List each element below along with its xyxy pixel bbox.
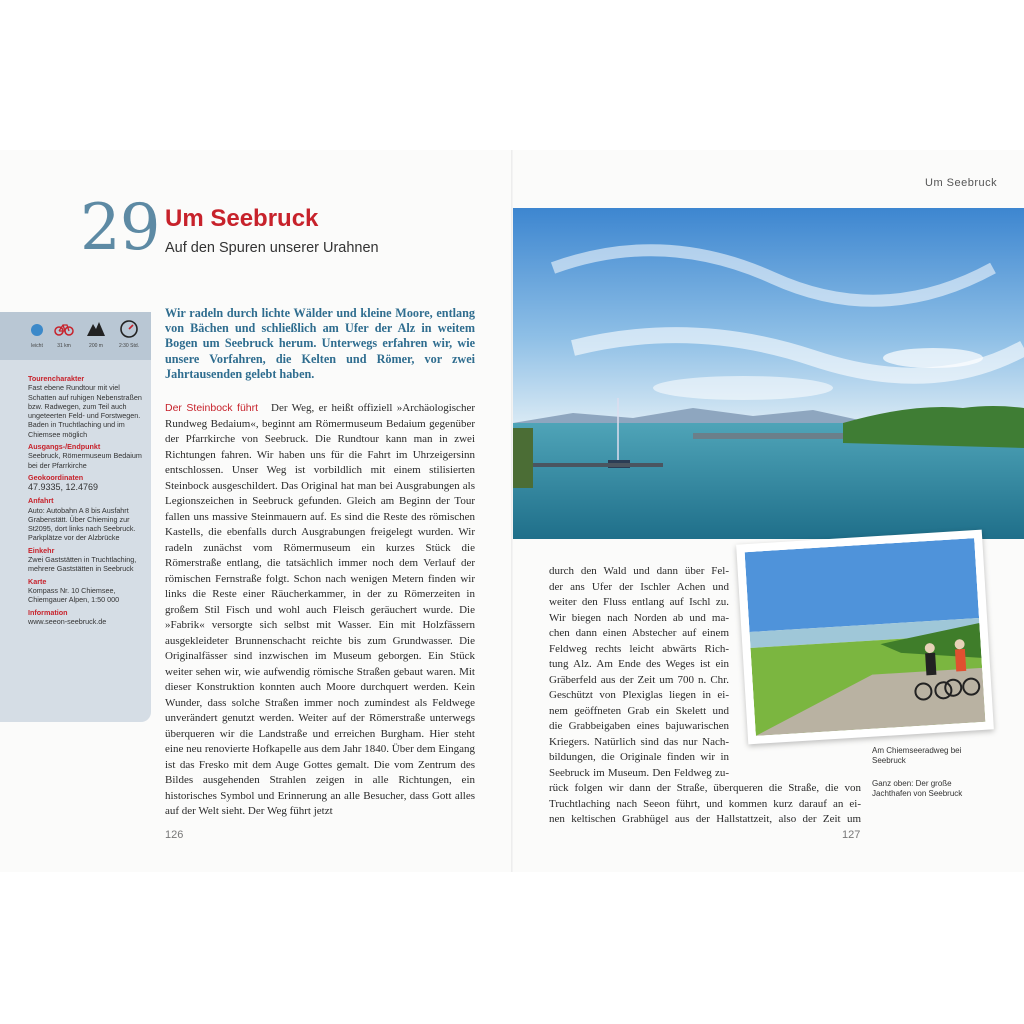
harbor-photo [513,208,1024,539]
stat-distance-value: 31 km [57,343,71,349]
chapter-number: 29 [80,191,160,265]
stat-duration [112,318,146,349]
stat-duration-value: 2:30 Std. [118,343,139,349]
info-text-einkehr: Zwei Gaststätten in Truchtlaching, mehrere Gaststätten in Seebruck [28,555,137,574]
info-label-ausgangspunkt: Ausgangs-/Endpunkt [28,442,101,452]
info-text-ausgangspunkt: Seebruck, Römermuseum Bedaium bei der Pfarrkirche [28,451,142,470]
body-line: nen keltischen Grabhügel aus der Hallstattzeit, also der Zeit um [549,813,861,825]
body-line: Kriegers. Natürlich sind das nur Nach- [549,735,729,748]
body-line: tung Alz. Am Ende des Weges ist ein [549,658,729,670]
info-text-information: www.seeon-seebruck.de [28,616,107,626]
info-text-geokoordinaten: 47.9335, 12.4769 [28,482,99,493]
stat-difficulty-value: leicht [31,343,43,349]
body-line: bildungen, die Originale finden wir in [549,751,729,763]
body-line: chen dann einen Abstecher auf einem [549,627,729,639]
tour-info-box [0,312,151,722]
mountain-elevation-icon [86,318,106,338]
info-text-karte: Kompass Nr. 10 Chiemsee, Chiemgauer Alpen, 1:50 000 [28,585,120,605]
body-line: Seebruck im Museum. Den Feldweg zu- [549,766,729,779]
info-label-einkehr: Einkehr [28,545,55,555]
body-line: weiter den Fluss entlang auf Ischl zu. [549,596,729,608]
body-line: Gräberfeld aus der Zeit um 700 n. Chr. [549,673,729,686]
body-line: Feldweg rechts leicht abwärts Rich- [549,642,729,655]
stat-distance [47,318,81,349]
page-number-left: 126 [165,829,184,841]
info-label-anfahrt: Anfahrt [28,496,54,506]
lead-paragraph: Wir radeln durch lichte Wälder und kleine Moore, entlang von Bächen und schließlich am Ufer der Alz in weitem Bogen um Seebruck herum. Unterwegs erfahren wir, wie unsere Vorfahren, die Kelten und Römer, vor zwei Jahrtausenden gelebt haben. [165,306,475,381]
body-line: die Grabbeigaben eines bajuwarischen [549,720,729,732]
tour-stats-band [0,312,151,360]
info-label-tourencharakter: Tourencharakter [28,374,85,383]
page-number-right: 127 [842,829,861,841]
body-line: Truchtlaching nach Seeon führt, und kommen kurz darauf an ei- [549,797,861,810]
stat-elevation-value: 200 m [89,343,103,349]
tour-info-list [28,374,146,629]
chapter-title: Um Seebruck [165,205,319,232]
body-line: der ans Ufer der Ischler Achen und [549,580,729,593]
body-line: rück folgen wir dann der Straße, überqueren die Straße, die von [549,782,861,794]
difficulty-dot-icon [27,318,47,338]
harbor-photo-illustration [513,208,1024,539]
section-lead-in: Der Steinbock führt [165,402,259,414]
body-text-left [165,401,475,820]
running-head: Um Seebruck [925,177,998,189]
chapter-subtitle: Auf den Spuren unserer Urahnen [165,240,379,256]
info-label-geokoordinaten: Geokoordinaten [28,472,84,482]
body-text-right [549,564,864,828]
bicycle-icon [54,318,74,338]
info-label-information: Information [28,607,68,617]
stat-elevation [79,318,113,349]
body-line: Wir biegen nach Norden ab und ma- [549,611,729,624]
info-label-karte: Karte [28,576,47,586]
caption-cyclists: Am Chiemseeradweg bei Seebruck [872,746,962,765]
body-line: durch den Wald und dann über Fel- [549,565,729,577]
info-text-anfahrt: Auto: Autobahn A 8 bis Ausfahrt Grabenstätt. Über Chieming zur St2095, dort links nach Seebruck. Parkplätze vor der Alzbrücke [28,505,136,543]
body-text-left-content: Der Weg, er heißt offiziell »Archäologischer Rundweg Bedaium«, beginnt am Römermuseum Bedaium gegenüber der Pfarrkirche von Seebruck. Die Rundtour kann man in zwei Richtungen fahren. Wir haben uns für die Fahrt im Uhrzeigersinn entschlossen. Unser Weg ist vorbildlich mit einem stilisierten Steinbock ausgeschildert. Das Original hat man bei Ausgrabungen als Legionszeichen in Seebruck gefunden. Gleich am Beginn der Tour fallen uns massive Steinmauern auf. Es sind die Reste des römischen Kastells, die ebenfalls durch Ausgrabungen freigelegt wurden. Wir radeln zunächst vom Römermuseum ein kurzes Stück die Römerstraße entlang, die tatsächlich immer noch dem Verlauf der römischen Fernstraße folgt. Schon nach wenigen Metern finden wir links die Reste einer Räucherkammer, in der zu Römerzeiten in großem Stil Fisch und wohl auch Fleisch geräuchert wurde. Die »Fabrik« versorgte sich selbst mit Wasser. Ein mit Holzfässern ausgekleideter Brunnenschacht reichte bis zum Grundwasser. Die Originalfässer sind inzwischen im Museum geborgen. Ein Stück weiter sehen wir, wie aufwendig römische Straßen gebaut waren. Mit dieser Konstruktion konnten auch Moore durchquert werden. Kein Wunder, dass solche Straßen immer noch zumindest als Feldwege unverändert genutzt werden. Weiter auf der Römerstraße unterwegs überqueren wir die Landstraße und erreichen Burgham. Hier steht eine neu renovierte Hofkapelle aus dem Jahr 1840. Über dem Eingang ist das Fresko mit dem Auge Gottes gemalt. Die vom Zentrum des Bildes ausgehenden Strahlen zeigen in alle Richtungen, ein historisches Symbol und Erinnerung an alle Besucher, dass Gott alles auf der Welt sieht. Der Weg führt jetzt [165,402,475,817]
stopwatch-icon [119,318,139,338]
info-text-tourencharakter: Fast ebene Rundtour mit viel Schatten auf ruhigen Nebenstraßen bzw. Radwegen, zum Teil auch ungeteerten Feld- und Forstwegen. Baden in Truchtlaching und im Chiemsee möglich [28,383,142,439]
body-line: Geschützt von Plexiglas liegen in ei- [549,689,729,701]
body-line: nem geöffneten Grab ein Skelett und [549,704,729,717]
caption-harbor: Ganz oben: Der große Jachthafen von Seebruck [872,779,963,798]
